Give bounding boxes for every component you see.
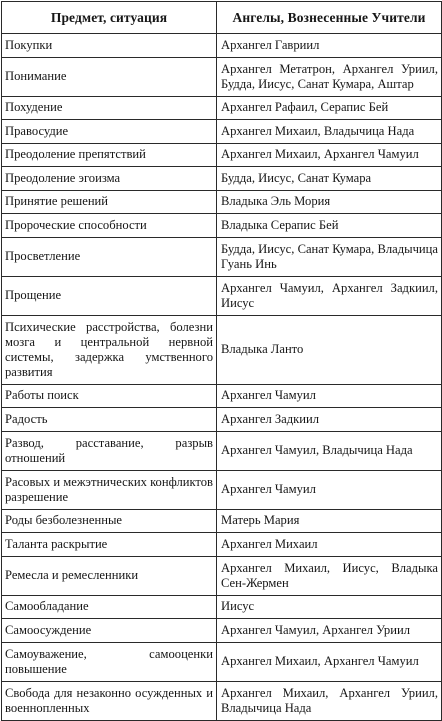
subject-cell: Самоосуждение (2, 619, 217, 643)
table-row (2, 190, 442, 214)
angels-cell: Архангел Гавриил (217, 34, 442, 58)
table-row (2, 120, 442, 144)
table-row (2, 642, 442, 681)
subject-cell: Самообладание (2, 595, 217, 619)
angels-cell: Владыка Серапис Бей (217, 214, 442, 238)
subject-cell: Преодоление препятствий (2, 143, 217, 167)
table-row (2, 556, 442, 595)
subject-cell: Свобода для незаконно осужденных и военнопленных (2, 681, 217, 720)
subject-cell: Радость (2, 408, 217, 432)
angels-cell: Иисус (217, 595, 442, 619)
subject-cell: Работы поиск (2, 384, 217, 408)
table-row (2, 595, 442, 619)
table-row (2, 276, 442, 315)
angels-cell: Архангел Михаил, Архангел Чамуил (217, 642, 442, 681)
header-subject: Предмет, ситуация (2, 2, 217, 34)
angels-cell: Архангел Чамуил, Архангел Задкиил, Иисус (217, 276, 442, 315)
subject-cell: Правосудие (2, 120, 217, 144)
angels-topics-table (1, 1, 442, 721)
table-row (2, 470, 442, 509)
table-row (2, 384, 442, 408)
angels-cell: Архангел Михаил, Архангел Чамуил (217, 143, 442, 167)
angels-cell: Архангел Чамуил, Архангел Уриил (217, 619, 442, 643)
subject-cell: Преодоление эгоизма (2, 167, 217, 191)
subject-cell: Роды безболезненные (2, 509, 217, 533)
table-row (2, 96, 442, 120)
subject-cell: Ремесла и ремесленники (2, 556, 217, 595)
table-header (2, 2, 442, 34)
angels-cell: Архангел Метатрон, Архангел Уриил, Будда, Иисус, Санат Кумара, Аштар (217, 57, 442, 96)
table-row (2, 408, 442, 432)
header-angels: Ангелы, Вознесенные Учители (217, 2, 442, 34)
subject-cell: Прощение (2, 276, 217, 315)
table-row (2, 431, 442, 470)
angels-cell: Будда, Иисус, Санат Кумара, Владычица Гуань Инь (217, 237, 442, 276)
angels-cell: Архангел Чамуил, Владычица Нада (217, 431, 442, 470)
subject-cell: Похудение (2, 96, 217, 120)
angels-cell: Владыка Эль Мория (217, 190, 442, 214)
angels-cell: Архангел Михаил, Владычица Нада (217, 120, 442, 144)
angels-cell: Архангел Чамуил (217, 470, 442, 509)
table-row (2, 681, 442, 720)
table-row (2, 167, 442, 191)
subject-cell: Покупки (2, 34, 217, 58)
subject-cell: Развод, расставание, разрыв отношений (2, 431, 217, 470)
angels-cell: Архангел Михаил (217, 533, 442, 557)
table-row (2, 619, 442, 643)
table-row (2, 57, 442, 96)
angels-cell: Архангел Михаил, Архангел Уриил, Владычица Нада (217, 681, 442, 720)
table-row (2, 143, 442, 167)
subject-cell: Пророческие способности (2, 214, 217, 238)
subject-cell: Психические расстройства, болезни мозга и центральной нервной системы, задержка умственного развития (2, 315, 217, 384)
table-row (2, 214, 442, 238)
angels-cell: Будда, Иисус, Санат Кумара (217, 167, 442, 191)
table-row (2, 237, 442, 276)
subject-cell: Таланта раскрытие (2, 533, 217, 557)
angels-cell: Архангел Задкиил (217, 408, 442, 432)
table-row (2, 315, 442, 384)
angels-cell: Архангел Рафаил, Серапис Бей (217, 96, 442, 120)
angels-cell: Матерь Мария (217, 509, 442, 533)
angels-cell: Архангел Чамуил (217, 384, 442, 408)
table-row (2, 509, 442, 533)
subject-cell: Расовых и межэтнических конфликтов разрешение (2, 470, 217, 509)
table-row (2, 34, 442, 58)
table-row (2, 533, 442, 557)
subject-cell: Принятие решений (2, 190, 217, 214)
subject-cell: Просветление (2, 237, 217, 276)
header-row (2, 2, 442, 34)
table-body (2, 34, 442, 721)
angels-cell: Архангел Михаил, Иисус, Владыка Сен-Жермен (217, 556, 442, 595)
subject-cell: Понимание (2, 57, 217, 96)
angels-cell: Владыка Ланто (217, 315, 442, 384)
subject-cell: Самоуважение, самооценки повышение (2, 642, 217, 681)
